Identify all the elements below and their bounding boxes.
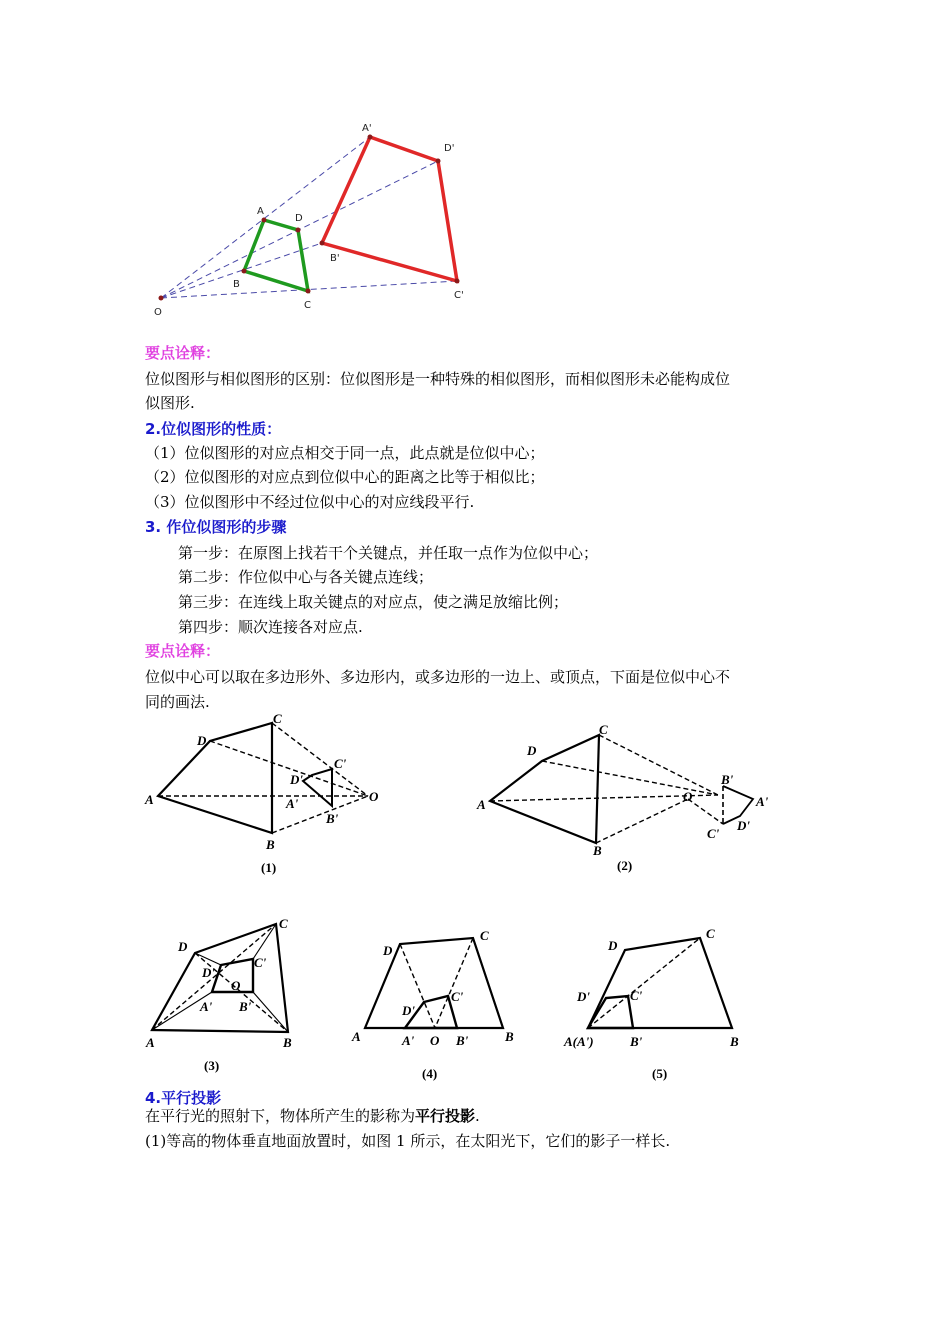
label-O: O [154,307,162,318]
homothety-figure-4 [345,920,530,1085]
label-D-prime: D' [737,818,750,833]
label-A: A [145,792,154,807]
figure-caption: (4) [422,1066,438,1081]
label-C-prime: C' [630,988,643,1003]
label-B-prime: B' [721,772,734,787]
label-D: D [197,733,207,748]
homothety-figure-1 [140,710,400,885]
label-O: O [683,789,693,804]
label-B-prime: B' [456,1033,469,1048]
section-heading: 4.平行投影 [145,1089,222,1107]
label-C: C [706,926,715,941]
list-item: （2）位似图形的对应点到位似中心的距离之比等于相似比； [145,468,545,486]
quadrilateral-ABCD [490,735,599,843]
label-D: D [178,939,188,954]
list-item: （3）位似图形中不经过位似中心的对应线段平行. [145,493,475,511]
projection-rays [161,137,457,298]
paragraph-line [145,1103,480,1129]
label-A-prime: A' [402,1033,415,1048]
label-A: A [352,1029,361,1044]
quadrilateral-ABCD [158,723,272,833]
homothety-figure-3 [140,910,310,1080]
label-B: B [283,1035,292,1050]
label-A: A [146,1035,155,1050]
label-B-prime: B' [330,253,340,264]
homothety-figure-top [140,115,480,325]
large-quadrilateral [322,137,457,281]
label-O: O [430,1033,440,1048]
paragraph-line: 似图形. [145,394,195,412]
quadrilateral-ABCD [152,924,288,1032]
section-heading: 2.位似图形的性质： [145,420,282,438]
paragraph-line: 位似图形与相似图形的区别：位似图形是一种特殊的相似图形，而相似图形未必能构成位 [145,370,731,388]
label-A-prime: A' [286,796,299,811]
label-O: O [369,789,379,804]
figure-caption: (3) [204,1058,220,1073]
section-heading: 要点诠释： [145,642,221,660]
paragraph-line: (1)等高的物体垂直地面放置时，如图 1 所示，在太阳光下，它们的影子一样长. [145,1132,671,1150]
label-C: C [599,722,608,737]
homothety-figure-5 [560,920,750,1085]
label-C: C [480,928,489,943]
label-B: B [233,279,240,290]
label-B: B [266,837,275,852]
label-C: C [304,300,311,311]
label-A-prime: A' [756,794,769,809]
label-D-prime: D' [402,1003,415,1018]
label-C-prime: C' [254,955,267,970]
label-C: C [273,711,282,726]
label-B-prime: B' [239,999,252,1014]
paragraph-line: 同的画法. [145,693,210,711]
label-D: D [608,938,618,953]
label-C-prime: C' [707,826,720,841]
label-C-prime: C' [334,756,347,771]
label-D-prime: D' [577,989,590,1004]
label-A-prime: A' [362,123,372,134]
vertex-points [159,135,460,301]
label-C-prime: C' [451,989,464,1004]
label-B-prime: B' [630,1034,643,1049]
figure-caption: (1) [261,860,277,875]
label-A: A [257,206,264,217]
step-item: 第三步：在连线上取关键点的对应点，使之满足放缩比例； [178,593,569,611]
homothety-figure-2 [470,715,790,880]
label-O: O [231,978,241,993]
label-B: B [593,843,602,858]
label-B: B [730,1034,739,1049]
list-item: （1）位似图形的对应点相交于同一点，此点就是位似中心； [145,444,545,462]
label-A: A [477,797,486,812]
figure-caption: (2) [617,858,633,873]
section-heading: 要点诠释： [145,344,221,362]
label-B: B [505,1029,514,1044]
label-C-prime: C' [454,290,464,301]
label-D: D [527,743,537,758]
text-run: . [475,1107,480,1125]
quadrilateral-image [303,769,332,806]
label-C: C [279,916,288,931]
label-D: D [295,213,303,224]
label-D-prime: D' [202,965,215,980]
bold-term: 平行投影 [415,1107,476,1125]
label-D-prime: D' [444,143,455,154]
step-item: 第二步：作位似中心与各关键点连线； [178,568,434,586]
label-B-prime: B' [326,811,339,826]
text-run: 在平行光的照射下，物体所产生的影称为 [145,1107,416,1125]
step-item: 第四步：顺次连接各对应点. [178,618,363,636]
label-A-prime: A' [200,999,213,1014]
paragraph-line: 位似中心可以取在多边形外、多边形内，或多边形的一边上、或顶点，下面是位似中心不 [145,668,731,686]
step-item: 第一步：在原图上找若干个关键点，并任取一点作为位似中心； [178,544,599,562]
section-heading: 3. 作位似图形的步骤 [145,518,287,536]
label-D: D [383,943,393,958]
label-D-prime: D' [290,772,303,787]
label-A-A-prime: A(A') [564,1034,594,1049]
figure-caption: (5) [652,1066,668,1081]
